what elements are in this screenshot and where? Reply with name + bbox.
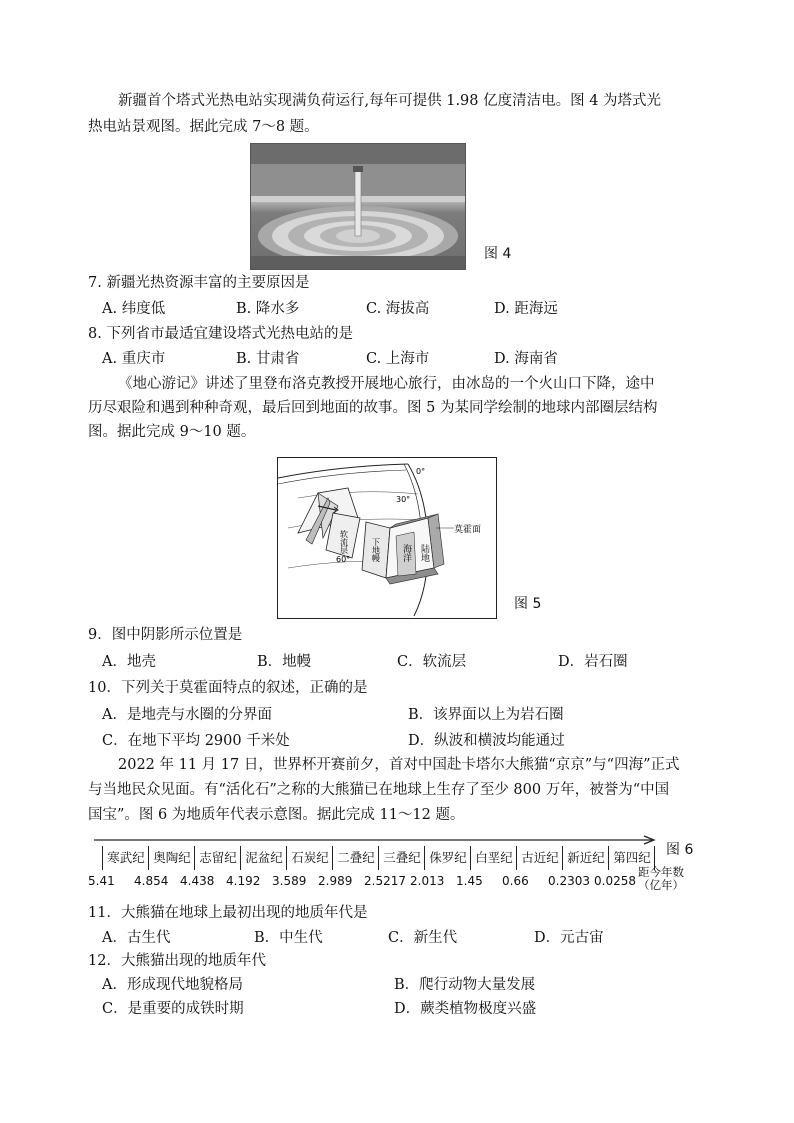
timeline-age-value: 4.192	[226, 874, 261, 888]
axis-label-unit: （亿年）	[638, 878, 684, 892]
figure5-moho-label: 莫霍面	[454, 525, 482, 535]
timeline-age-value: 4.438	[180, 874, 215, 888]
intro1-line2: 热电站景观图。据此完成 7～8 题。	[88, 119, 319, 135]
intro-paragraph-1	[88, 88, 708, 140]
figure5-land-label	[419, 543, 430, 562]
q10-option-a[interactable]: A．是地壳与水圈的分界面	[102, 707, 272, 723]
timeline-period-cell: 古近纪	[516, 846, 563, 870]
timeline-age-value: 2.013	[410, 874, 445, 888]
figure-5-earth-structure-diagram	[277, 457, 497, 619]
intro2-line2: 历尽艰险和遇到种种奇观，最后回到地面的故事。图 5 为某同学绘制的地球内部圈层结构	[88, 400, 658, 416]
intro-paragraph-3	[88, 753, 708, 828]
question-10-stem: 10．下列关于莫霍面特点的叙述，正确的是	[88, 680, 368, 696]
timeline-period-cell: 三叠纪	[378, 846, 425, 870]
q8-option-a[interactable]: A. 重庆市	[102, 351, 166, 367]
timeline-age-value: 2.989	[318, 874, 353, 888]
timeline-age-value: 0.2303	[548, 874, 590, 888]
question-11-stem: 11．大熊猫在地球上最初出现的地质年代是	[88, 905, 368, 921]
timeline-period-cell: 奥陶纪	[148, 846, 195, 870]
q8-option-c[interactable]: C. 上海市	[366, 351, 430, 367]
figure-4-label: 图 4	[484, 246, 512, 262]
svg-text:陆地: 陆地	[419, 544, 429, 562]
timeline-period-cell: 白垩纪	[470, 846, 517, 870]
timeline-period-cell: 寒武纪	[102, 846, 149, 870]
q7-option-b[interactable]: B. 降水多	[236, 301, 300, 317]
figure-6-geologic-timeline	[88, 834, 712, 904]
figure5-deg30: 30°	[396, 495, 411, 504]
q8-option-b[interactable]: B. 甘肃省	[236, 351, 300, 367]
figure5-deg60: 60°	[336, 555, 351, 564]
timeline-age-value: 1.45	[456, 874, 483, 888]
earth-interior-drawing	[278, 458, 496, 618]
q7-option-a[interactable]: A. 纬度低	[102, 301, 166, 317]
timeline-age-value: 2.5217	[364, 874, 406, 888]
timeline-age-value: 0.66	[502, 874, 529, 888]
q12-option-a[interactable]: A．形成现代地貌格局	[102, 977, 243, 993]
axis-label-years: 距今年数	[638, 865, 684, 879]
q10-option-c[interactable]: C．在地下平均 2900 千米处	[102, 733, 290, 749]
svg-text:海洋: 海洋	[401, 544, 411, 562]
figure-4-photo	[250, 143, 466, 270]
svg-text:软流层: 软流层	[339, 530, 349, 554]
q11-option-b[interactable]: B．中生代	[254, 930, 323, 946]
figure5-soft-layer-label	[340, 529, 349, 555]
question-7-stem: 7. 新疆光热资源丰富的主要原因是	[88, 275, 310, 291]
question-8-stem: 8. 下列省市最适宜建设塔式光热电站的是	[88, 326, 353, 342]
q12-option-d[interactable]: D．蕨类植物极度兴盛	[394, 1001, 537, 1017]
question-12-stem: 12．大熊猫出现的地质年代	[88, 953, 266, 969]
q9-option-b[interactable]: B．地幔	[257, 654, 312, 670]
figure-6-label: 图 6	[666, 842, 694, 858]
timeline-period-cell: 泥盆纪	[240, 846, 287, 870]
timeline-period-cell: 志留纪	[194, 846, 241, 870]
figure5-lower-mantle-label	[372, 538, 381, 563]
q10-option-d[interactable]: D．纵波和横波均能通过	[408, 733, 565, 749]
question-9-stem: 9．图中阴影所示位置是	[88, 627, 243, 643]
intro2-line1: 《地心游记》讲述了里登布洛克教授开展地心旅行，由冰岛的一个火山口下降，途中	[118, 376, 655, 392]
timeline-age-value: 0.0258	[594, 874, 636, 888]
q9-option-c[interactable]: C．软流层	[397, 654, 467, 670]
intro1-line1: 新疆首个塔式光热电站实现满负荷运行,每年可提供 1.98 亿度清洁电。图 4 为塔式光	[118, 93, 662, 109]
intro3-line3: 国宝”。图 6 为地质年代表示意图。据此完成 11～12 题。	[88, 807, 465, 823]
q11-option-a[interactable]: A．古生代	[102, 930, 171, 946]
figure-5-label: 图 5	[514, 596, 542, 612]
solar-tower-photo-image	[251, 144, 465, 269]
figure5-deg0: 0°	[416, 467, 426, 476]
timeline-period-cell: 石炭纪	[286, 846, 333, 870]
q11-option-c[interactable]: C．新生代	[388, 930, 458, 946]
q8-option-d[interactable]: D. 海南省	[494, 351, 558, 367]
timeline-age-value: 5.41	[88, 874, 115, 888]
timeline-period-cell: 侏罗纪	[424, 846, 471, 870]
q11-option-d[interactable]: D．元古宙	[534, 930, 604, 946]
timeline-period-cell: 第四纪	[608, 846, 655, 870]
timeline-period-cell: 新近纪	[562, 846, 609, 870]
timeline-age-value: 3.589	[272, 874, 307, 888]
q10-option-b[interactable]: B．该界面以上为岩石圈	[408, 707, 564, 723]
intro2-line3: 图。据此完成 9～10 题。	[88, 424, 256, 440]
intro3-line1: 2022 年 11 月 17 日，世界杯开赛前夕，首对中国赴卡塔尔大熊猫“京京”与“四海”正式	[118, 757, 680, 773]
figure5-ocean-label	[401, 543, 412, 563]
q7-option-d[interactable]: D. 距海远	[494, 301, 558, 317]
timeline-axis-label	[638, 866, 684, 892]
q7-option-c[interactable]: C. 海拔高	[366, 301, 430, 317]
intro-paragraph-2	[88, 372, 708, 444]
svg-text:下地幔: 下地幔	[371, 538, 381, 562]
intro3-line2: 与当地民众见面。有“活化石”之称的大熊猫已在地球上生存了至少 800 万年，被誉为“中国	[88, 782, 670, 798]
q12-option-b[interactable]: B．爬行动物大量发展	[394, 977, 536, 993]
q9-option-a[interactable]: A．地壳	[102, 654, 156, 670]
timeline-period-cell: 二叠纪	[332, 846, 379, 870]
timeline-age-value: 4.854	[134, 874, 169, 888]
q9-option-d[interactable]: D．岩石圈	[558, 654, 628, 670]
q12-option-c[interactable]: C．是重要的成铁时期	[102, 1001, 244, 1017]
